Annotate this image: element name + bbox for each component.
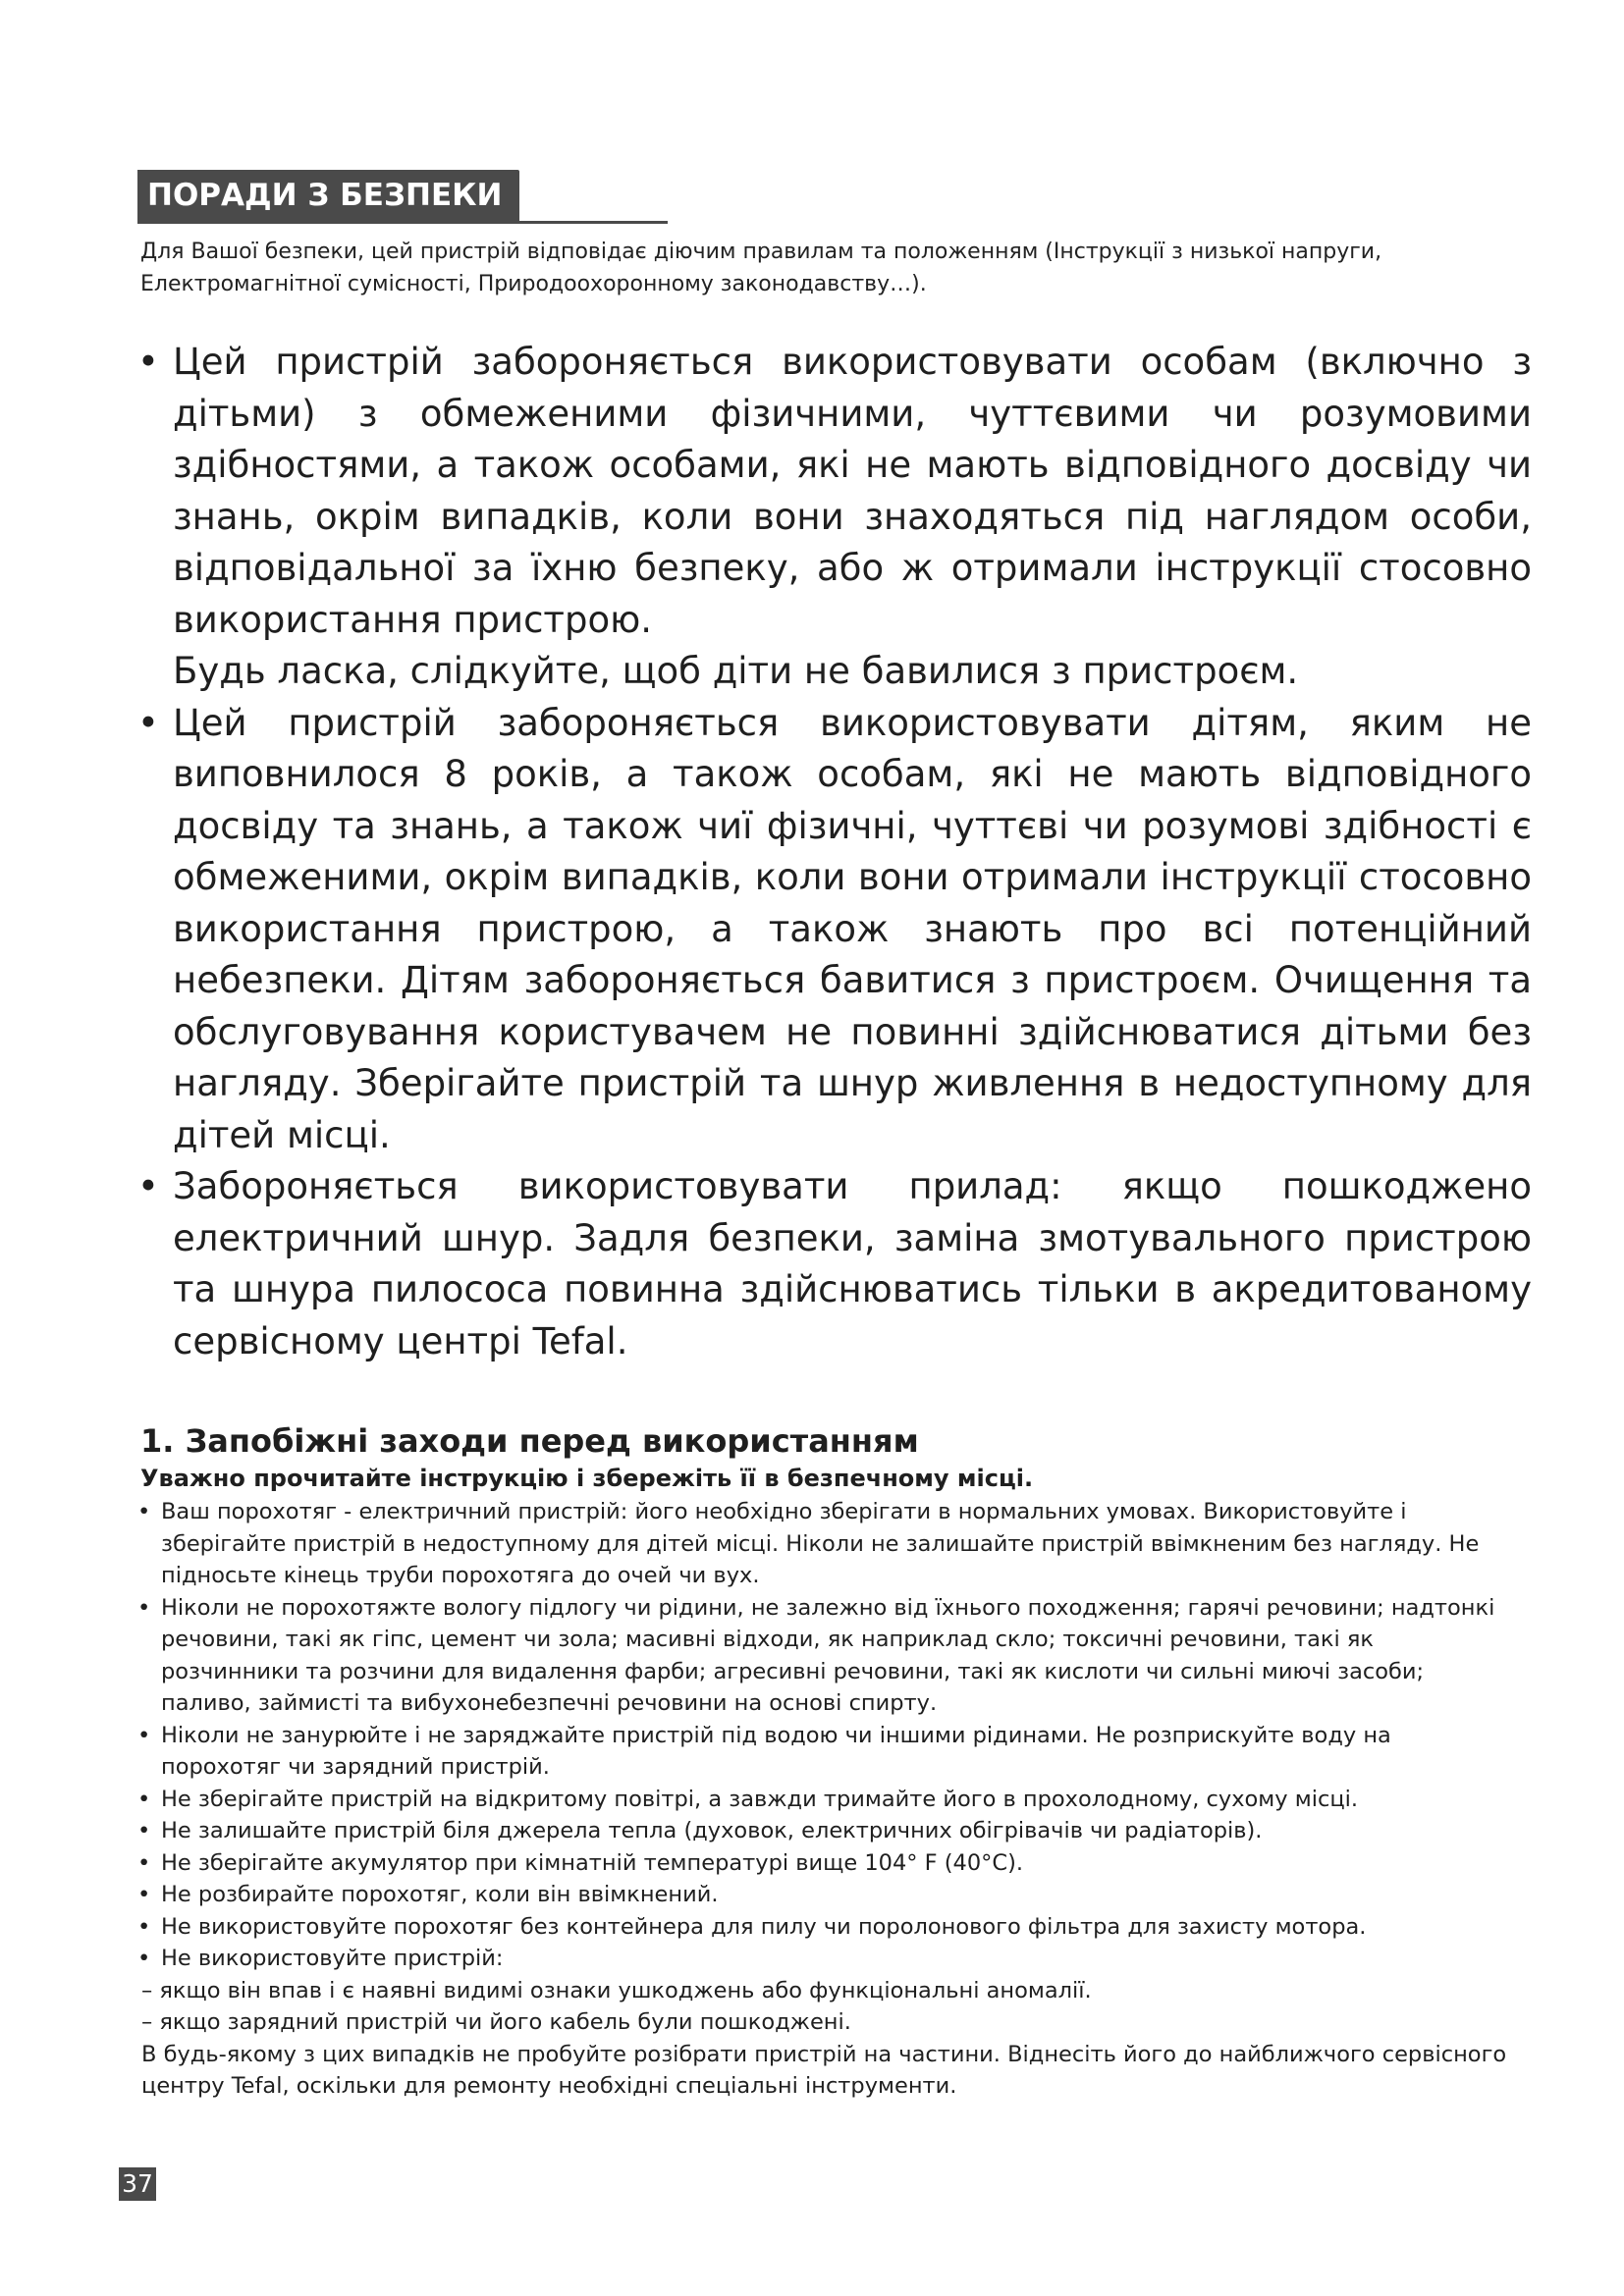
precaution-item xyxy=(137,1496,1512,1592)
precaution-item xyxy=(137,1720,1512,1784)
section-header xyxy=(137,170,668,221)
precaution-text: Не використовуйте порохотяг без контейнера для пилу чи поролонового фільтра для захисту мотора. xyxy=(161,1913,1367,1940)
warning-item xyxy=(137,698,1532,1162)
precaution-text: Не розбирайте порохотяг, коли він ввімкнений. xyxy=(161,1882,719,1907)
header-title: ПОРАДИ З БЕЗПЕКИ xyxy=(137,170,519,221)
precaution-text: Ніколи не занурюйте і не заряджайте пристрій під водою чи іншими рідинами. Не розприскуйте воду на порохотяг чи зарядний пристрій. xyxy=(161,1722,1391,1780)
bullet-icon: • xyxy=(137,1913,151,1940)
page-number: 37 xyxy=(119,2167,156,2201)
header-rule xyxy=(137,221,668,224)
precaution-item xyxy=(137,1592,1512,1720)
precaution-text: Не зберігайте пристрій на відкритому повітрі, а завжди тримайте його в прохолодному, сухому місці. xyxy=(161,1786,1359,1812)
bullet-icon: • xyxy=(137,1849,151,1876)
precaution-dash-item: – якщо він впав і є наявні видимі ознаки ушкоджень або функціональні аномалії. xyxy=(141,1977,1092,2003)
bullet-icon: • xyxy=(137,701,159,744)
bullet-icon: • xyxy=(137,341,159,383)
bullet-icon: • xyxy=(137,1818,151,1843)
bullet-icon: • xyxy=(137,1786,151,1812)
bullet-icon: • xyxy=(137,1165,159,1207)
precaution-item xyxy=(137,1784,1512,1816)
precaution-item xyxy=(137,1815,1512,1847)
bullet-icon: • xyxy=(137,1946,151,1971)
precaution-text: Ваш порохотяг - електричний пристрій: його необхідно зберігати в нормальних умовах. Використовуйте і зберігайте пристрій в недоступному для дітей місці. Ніколи не залишайте пристрій ввімкненим без нагляду. Не підносьте кінець труби порохотяга до очей чи вух. xyxy=(161,1499,1480,1588)
section-subtitle: Уважно прочитайте інструкцію і збережіть її в безпечному місці. xyxy=(140,1465,1034,1492)
precaution-text: Ніколи не порохотяжте вологу підлогу чи рідини, не залежно від їхнього походження; гарячі речовини; надтонкі речовини, такі як гіпс, цемент чи зола; масивні відходи, як наприклад скло; токсичні речовини, такі як розчинники та розчини для видалення фарби; агресивні речовини, такі як кислоти чи сильні миючі засоби; паливо, займисті та вибухонебезпечні речовини на основі спирту. xyxy=(161,1594,1495,1716)
precaution-closing-text: В будь-якому з цих випадків не пробуйте розібрати пристрій на частини. Віднесіть його до найближчого сервісного центру Tefal, оскільки для ремонту необхідні спеціальні інструменти. xyxy=(141,2041,1507,2099)
warning-text: Цей пристрій забороняється використовувати дітям, яким не виповнилося 8 років, а також особам, які не мають відповідного досвіду та знань, а також чиї фізичні, чуттєві чи розумові здібності є обмеженими, окрім випадків, коли вони отримали інструкції стосовно використання пристрою, а також знають про всі потенційний небезпеки. Дітям забороняється бавитися з пристроєм. Очищення та обслуговування користувачем не повинні здійснюватися дітьми без нагляду. Зберігайте пристрій та шнур живлення в недоступному для дітей місці. xyxy=(173,701,1532,1156)
warning-text: Цей пристрій забороняється використовувати особам (включно з дітьми) з обмеженими фізичними, чуттєвими чи розумовими здібностями, а також особами, які не мають відповідного досвіду чи знань, окрім випадків, коли вони знаходяться під наглядом особи, відповідальної за їхню безпеку, або ж отримали інструкції стосовно використання пристрою. xyxy=(173,341,1532,641)
precaution-text: Не залишайте пристрій біля джерела тепла (духовок, електричних обігрівачів чи радіаторів). xyxy=(161,1818,1263,1843)
bullet-icon: • xyxy=(137,1594,151,1621)
precaution-item xyxy=(137,1847,1512,1880)
warning-item xyxy=(137,1161,1532,1367)
section-title: 1. Запобіжні заходи перед використанням xyxy=(140,1422,919,1460)
bullet-icon: • xyxy=(137,1499,151,1524)
precautions-list xyxy=(137,1496,1512,2103)
precaution-text: Не зберігайте акумулятор при кімнатній температурі вище 104° F (40°C). xyxy=(161,1849,1024,1876)
safety-warnings-list xyxy=(137,337,1532,1367)
warning-extra-text: Будь ласка, слідкуйте, щоб діти не бавилися з пристроєм. xyxy=(173,650,1299,692)
warning-item xyxy=(137,337,1532,698)
precaution-item xyxy=(137,1879,1512,1911)
precaution-dash-item: – якщо зарядний пристрій чи його кабель були пошкоджені. xyxy=(141,2009,851,2035)
intro-paragraph: Для Вашої безпеки, цей пристрій відповідає діючим правилам та положенням (Інструкції з низької напруги, Електромагнітної сумісності, Природоохоронному законодавству…). xyxy=(140,240,1382,296)
bullet-icon: • xyxy=(137,1882,151,1907)
warning-text: Забороняється використовувати прилад: якщо пошкоджено електричний шнур. Задля безпеки, заміна змотувального пристрою та шнура пилососа повинна здійснюватись тільки в акредитованому сервісному центрі Tefal. xyxy=(173,1165,1532,1362)
precaution-text: Не використовуйте пристрій: xyxy=(161,1946,504,1971)
precaution-item xyxy=(137,1943,1512,1975)
bullet-icon: • xyxy=(137,1722,151,1748)
precaution-item xyxy=(137,1911,1512,1944)
